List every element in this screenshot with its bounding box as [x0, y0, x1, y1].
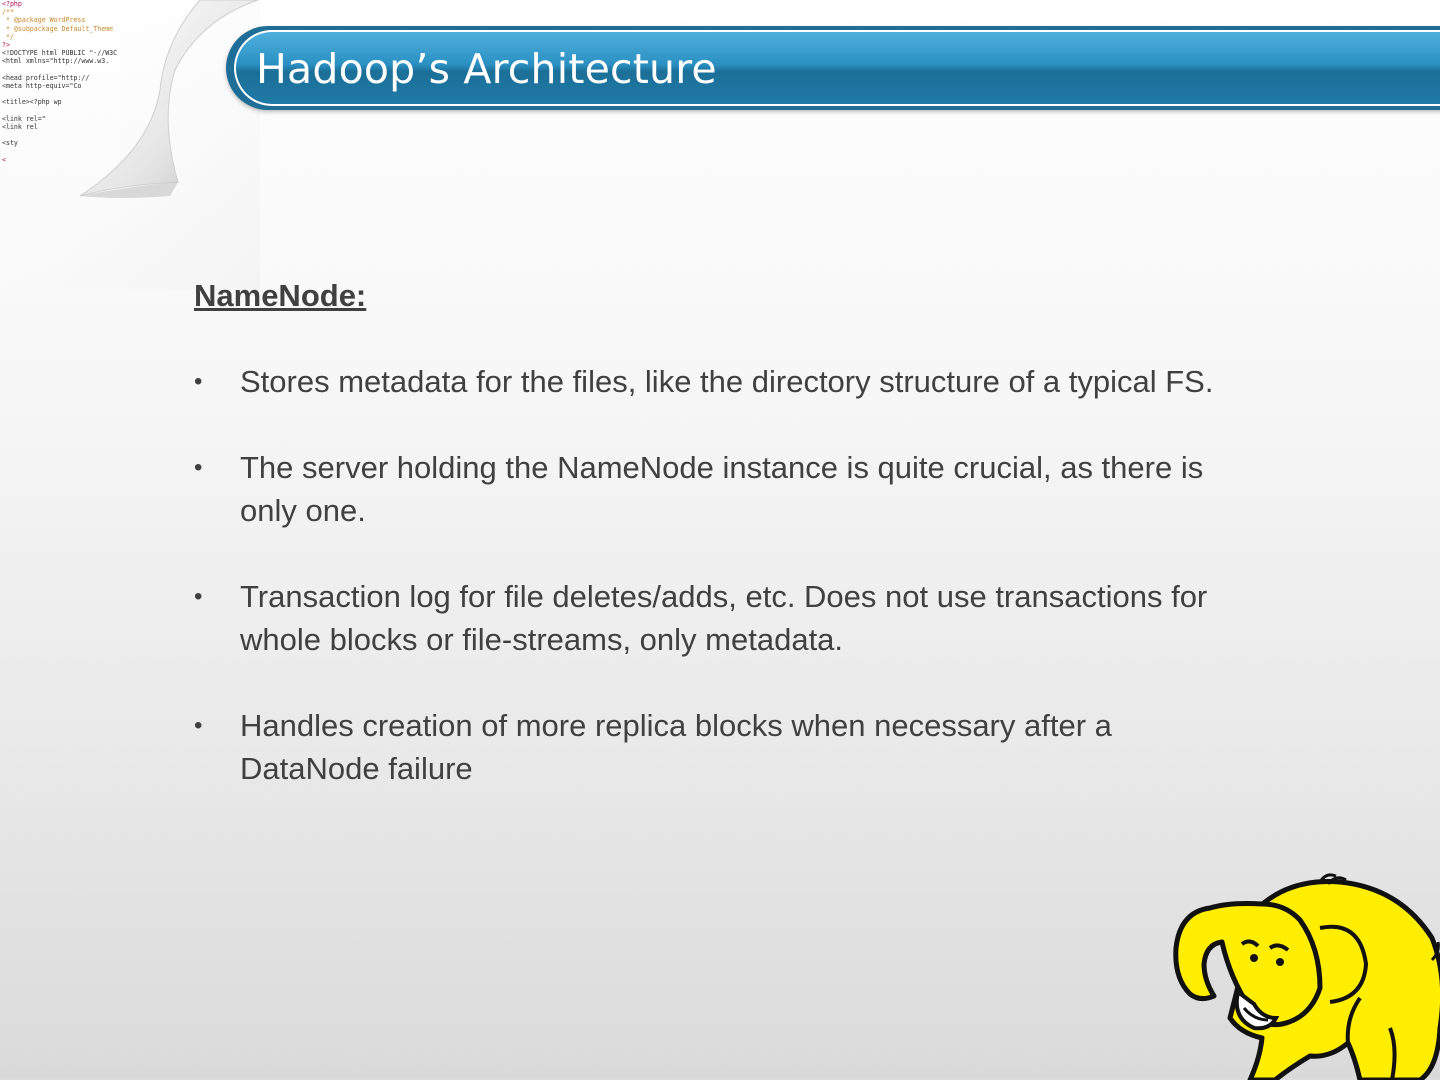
bullet-text: Transaction log for file deletes/adds, etc. Does not use transactions for whole blocks or file-streams, only metadata.: [240, 579, 1208, 657]
code-line: <title><?php wp: [2, 98, 62, 107]
code-line: * @package WordPress: [2, 16, 86, 25]
bullet-text: Handles creation of more replica blocks when necessary after a DataNode failure: [240, 708, 1112, 786]
bullet-item: [194, 360, 1224, 403]
code-line: <link rel: [2, 123, 38, 132]
section-heading: NameNode:: [194, 278, 367, 313]
code-line: <meta http-equiv="Co: [2, 82, 82, 91]
bullet-item: [194, 575, 1224, 661]
slide-content: [194, 276, 1224, 790]
bullet-item: [194, 704, 1224, 790]
bullet-text: The server holding the NameNode instance is quite crucial, as there is only one.: [240, 450, 1204, 528]
code-line: <sty: [2, 139, 18, 148]
code-line: <: [2, 155, 6, 164]
code-line: <html xmlns="http://www.w3.: [2, 57, 110, 66]
code-line: * @subpackage Default_Theme: [2, 24, 114, 33]
code-line: /**: [2, 8, 14, 17]
bullet-item: [194, 446, 1224, 532]
bullet-dot: •: [194, 583, 203, 610]
page-curl-shape: [0, 0, 260, 290]
code-line: <link rel=": [2, 114, 46, 123]
code-line: <!DOCTYPE html PUBLIC "-//W3C: [2, 49, 118, 58]
bullet-text: Stores metadata for the files, like the directory structure of a typical FS.: [240, 364, 1214, 399]
code-line: <?php: [2, 0, 22, 8]
bullet-list: [194, 360, 1224, 790]
slide-title: Hadoop’s Architecture: [256, 45, 717, 93]
bullet-dot: •: [194, 454, 203, 481]
page-curl-decoration: [0, 0, 260, 290]
bullet-dot: •: [194, 712, 203, 739]
code-line: <head profile="http://: [2, 73, 90, 82]
bullet-dot: •: [194, 368, 203, 395]
code-line: */: [2, 32, 14, 41]
hadoop-elephant-logo: [1170, 868, 1440, 1080]
code-line: ?>: [2, 41, 10, 50]
